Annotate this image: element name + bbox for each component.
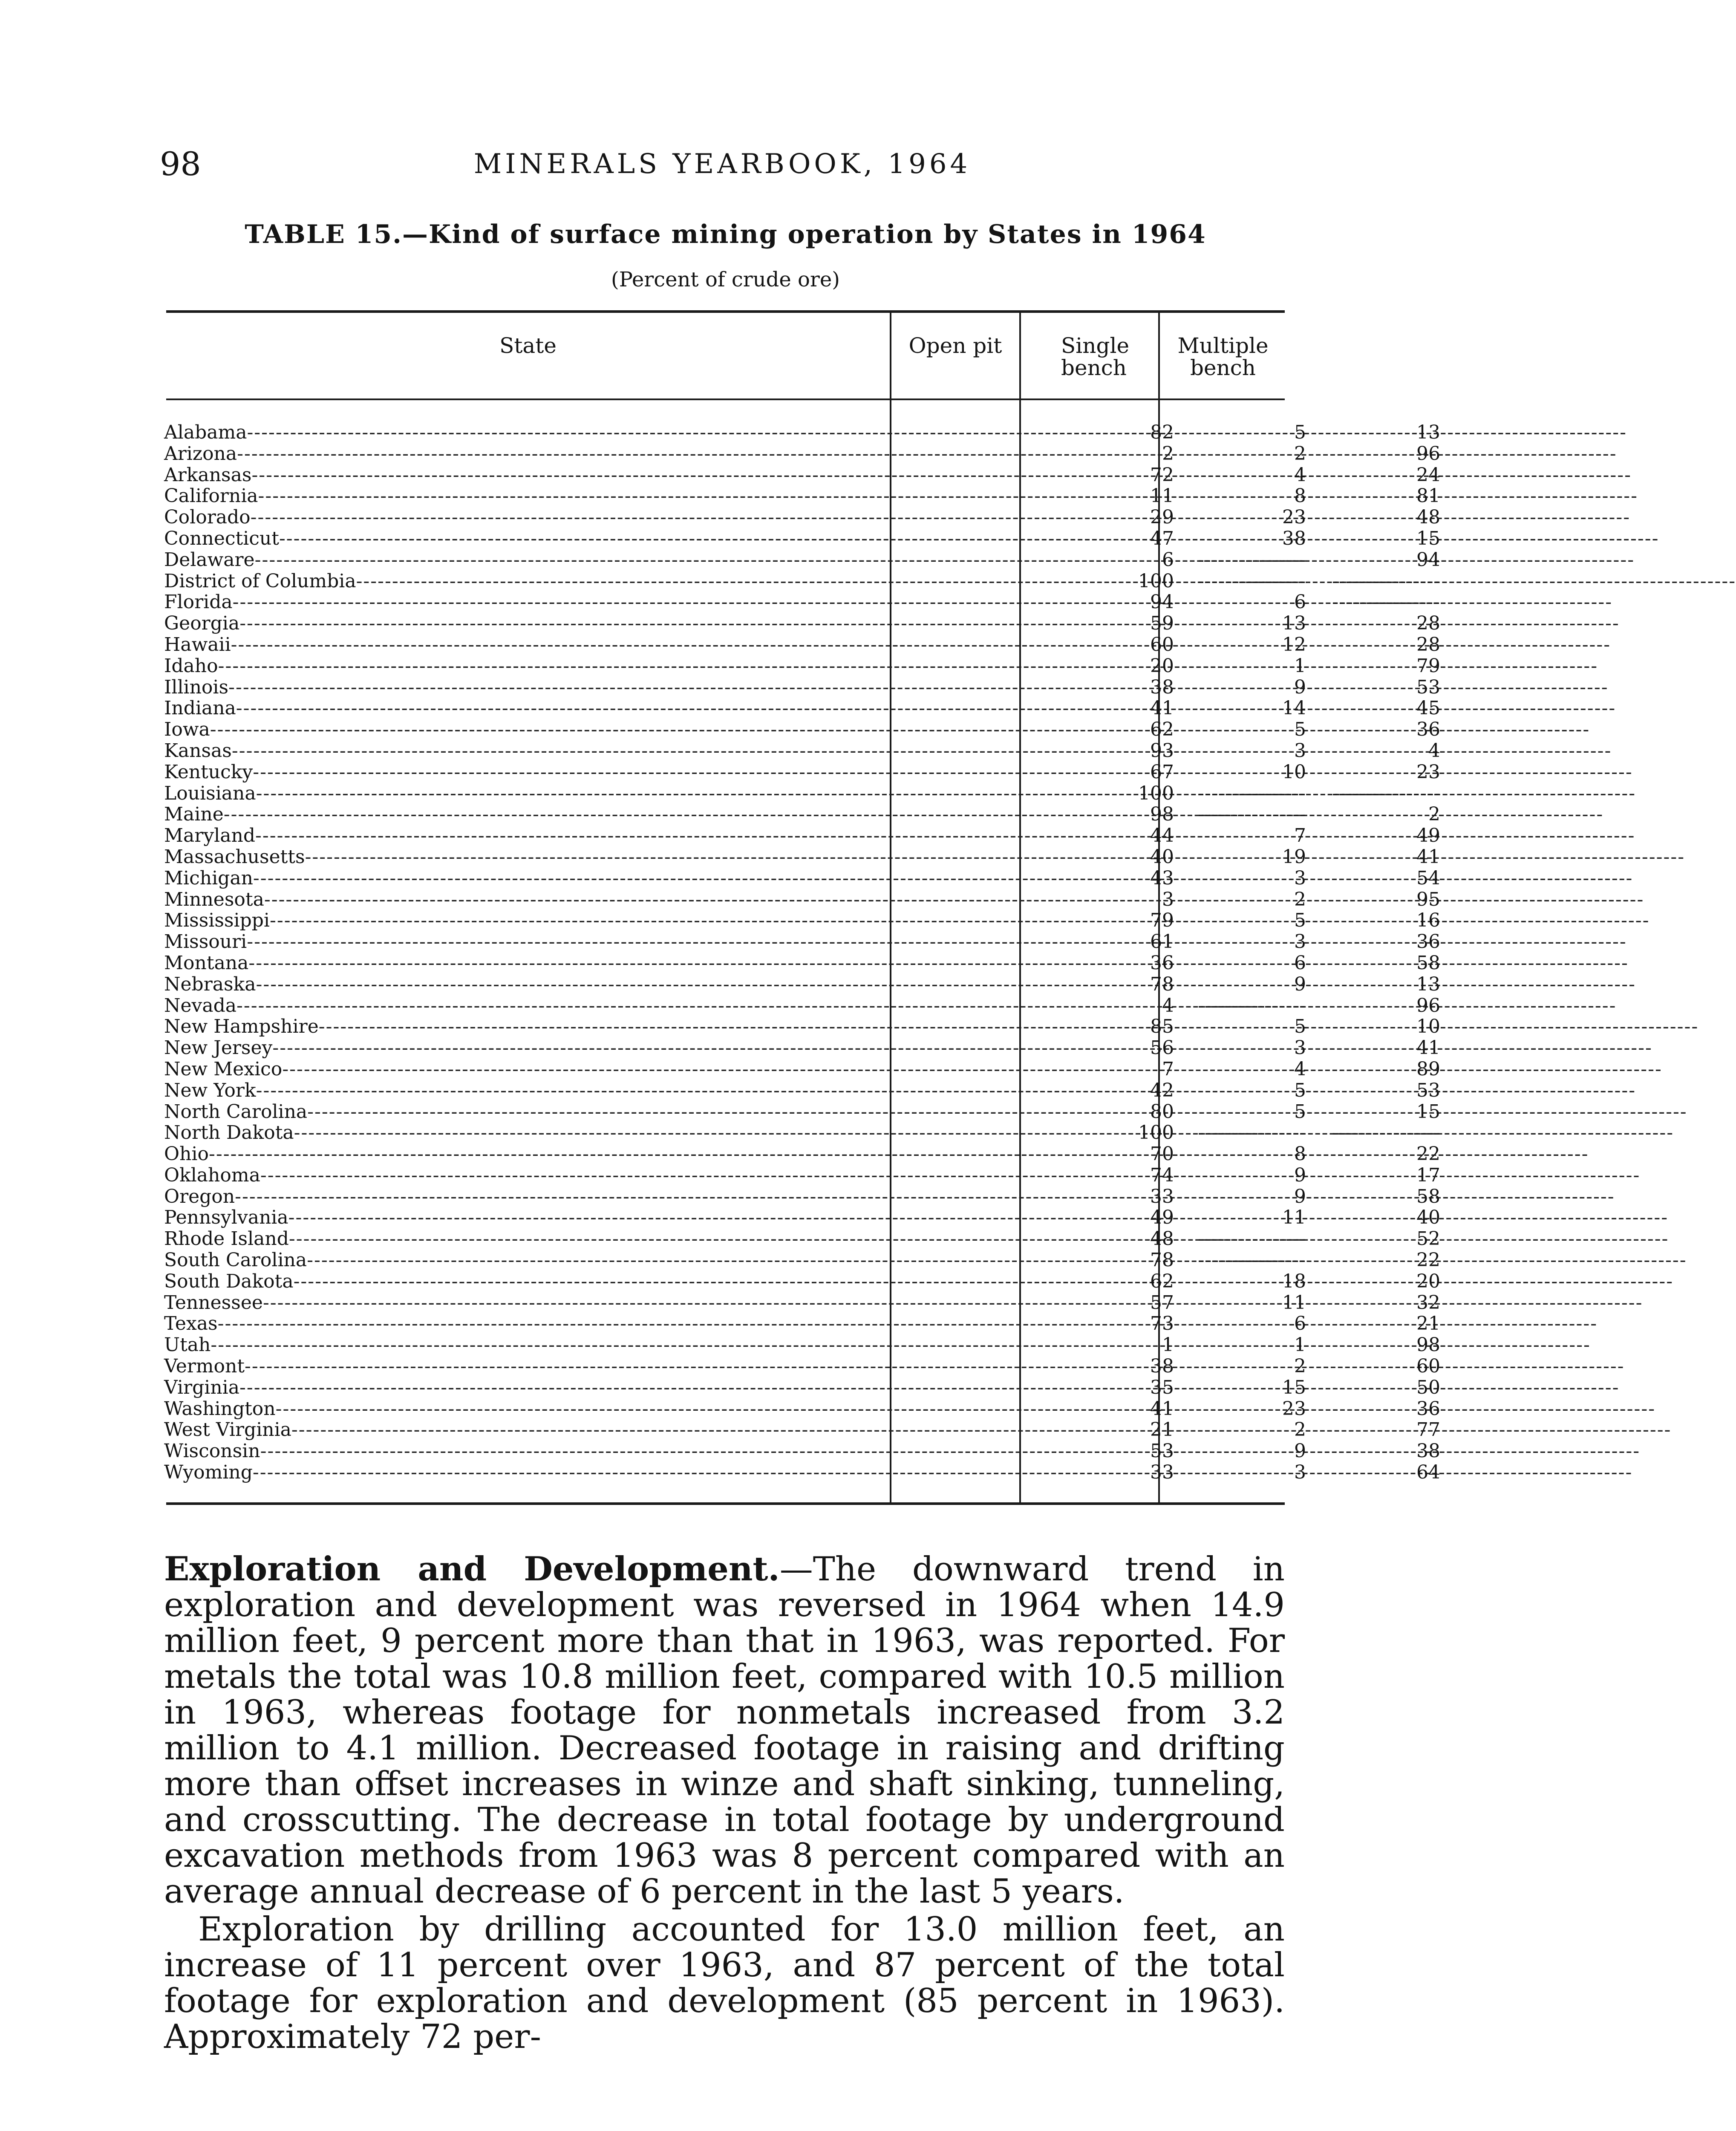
state-cell: Virginia ----- <box>164 1377 880 1398</box>
state-cell: Hawaii ----- <box>164 634 880 655</box>
state-cell: Rhode Island ----- <box>164 1228 880 1250</box>
multiple-bench-cell: 53 <box>1416 1079 1440 1101</box>
table-row <box>164 1376 1440 1398</box>
state-cell: Illinois ----- <box>164 677 880 698</box>
multiple-bench-cell: 41 <box>1416 846 1440 868</box>
single-bench-cell: 5 <box>1294 1016 1306 1038</box>
open-pit-cell: 44 <box>1150 825 1174 847</box>
open-pit-cell: 2 <box>1162 442 1174 465</box>
table-row <box>164 782 1440 804</box>
table-row <box>164 867 1440 889</box>
multiple-bench-cell: 17 <box>1416 1164 1440 1186</box>
multiple-bench-cell: 40 <box>1416 1207 1440 1229</box>
table-row <box>164 1228 1440 1250</box>
open-pit-cell: 73 <box>1150 1313 1174 1335</box>
multiple-bench-cell: 77 <box>1416 1419 1440 1441</box>
multiple-bench-cell: 64 <box>1416 1461 1440 1484</box>
multiple-bench-cell: 28 <box>1416 612 1440 635</box>
open-pit-cell: 82 <box>1150 422 1174 443</box>
table-row <box>164 676 1440 698</box>
multiple-bench-cell: ---------------- <box>1332 1122 1440 1144</box>
state-cell: District of Columbia ----- <box>164 571 880 592</box>
open-pit-cell: 61 <box>1150 931 1174 953</box>
single-bench-cell: 15 <box>1282 1376 1306 1398</box>
state-cell: South Carolina ----- <box>164 1250 880 1271</box>
open-pit-cell: 6 <box>1162 549 1174 571</box>
open-pit-cell: 56 <box>1150 1037 1174 1059</box>
open-pit-cell: 70 <box>1150 1143 1174 1165</box>
single-bench-cell: 1 <box>1294 655 1306 677</box>
multiple-bench-cell: 41 <box>1416 1037 1440 1059</box>
state-cell: Wisconsin ----- <box>164 1441 880 1462</box>
open-pit-cell: 72 <box>1150 464 1174 486</box>
single-bench-cell: 6 <box>1294 952 1306 974</box>
table-row <box>164 612 1440 635</box>
open-pit-cell: 41 <box>1150 1398 1174 1420</box>
paragraph-text: —The downward trend in exploration and development was reversed in 1964 when 14.9 million feet, 9 percent more than that in 1963, was reported. For metals the total was 10.8 million feet, compared with 10.5 million in 1963, whereas footage for nonmetals increased from 3.2 million to 4.1 million. Decreased footage in raising and drifting more than offset increases in winze and shaft sinking, tunneling, and crosscutting. The decrease in total footage by underground excavation methods from 1963 was 8 percent compared with an average annual decrease of 6 percent in the last 5 years. <box>164 1550 1285 1911</box>
state-cell: Michigan ----- <box>164 868 880 889</box>
state-cell: South Dakota ----- <box>164 1271 880 1292</box>
open-pit-cell: 85 <box>1150 1016 1174 1038</box>
table-row <box>164 464 1440 486</box>
table-row <box>164 570 1440 592</box>
multiple-bench-cell: 48 <box>1416 506 1440 528</box>
open-pit-cell: 93 <box>1150 739 1174 762</box>
multiple-bench-cell: 24 <box>1416 464 1440 486</box>
table-row <box>164 719 1440 741</box>
open-pit-cell: 78 <box>1150 1249 1174 1271</box>
multiple-bench-cell: 49 <box>1416 825 1440 847</box>
table-row <box>164 888 1440 910</box>
multiple-bench-cell: 96 <box>1416 994 1440 1016</box>
state-cell: Kansas ----- <box>164 740 880 762</box>
single-bench-cell: 7 <box>1294 825 1306 847</box>
multiple-bench-cell: 36 <box>1416 719 1440 741</box>
single-bench-cell: 3 <box>1294 1037 1306 1059</box>
table-row <box>164 1313 1440 1335</box>
table-row <box>164 1207 1440 1229</box>
single-bench-cell: 5 <box>1294 422 1306 443</box>
table-row <box>164 846 1440 868</box>
multiple-bench-cell: 23 <box>1416 761 1440 783</box>
state-cell: Tennessee ----- <box>164 1292 880 1314</box>
single-bench-cell: 9 <box>1294 973 1306 995</box>
multiple-bench-cell: 13 <box>1416 422 1440 443</box>
single-bench-cell: 2 <box>1294 888 1306 910</box>
table-row <box>164 1440 1440 1462</box>
single-bench-cell: 6 <box>1294 591 1306 613</box>
paragraph-exploration <box>164 1551 1285 1909</box>
table-row <box>164 485 1440 507</box>
single-bench-cell: 5 <box>1294 719 1306 741</box>
multiple-bench-cell: 36 <box>1416 931 1440 953</box>
table-row <box>164 1143 1440 1165</box>
open-pit-cell: 35 <box>1150 1376 1174 1398</box>
state-cell: New York ----- <box>164 1080 880 1101</box>
open-pit-cell: 74 <box>1150 1164 1174 1186</box>
table-row <box>164 761 1440 783</box>
table-row <box>164 1249 1440 1271</box>
multiple-bench-cell: 15 <box>1416 527 1440 549</box>
table-row <box>164 910 1440 932</box>
single-bench-cell: 2 <box>1294 442 1306 465</box>
table-row <box>164 527 1440 549</box>
multiple-bench-cell: 96 <box>1416 442 1440 465</box>
open-pit-cell: 41 <box>1150 697 1174 719</box>
table-row <box>164 633 1440 655</box>
table-row <box>164 591 1440 613</box>
multiple-bench-cell: 20 <box>1416 1270 1440 1292</box>
table-title: TABLE 15.—Kind of surface mining operation by States in 1964 <box>245 219 1206 249</box>
state-cell: Louisiana ----- <box>164 783 880 804</box>
open-pit-cell: 29 <box>1150 506 1174 528</box>
state-cell: New Mexico ----- <box>164 1059 880 1080</box>
single-bench-cell: 38 <box>1282 527 1306 549</box>
open-pit-cell: 33 <box>1150 1461 1174 1484</box>
table-subtitle: (Percent of crude ore) <box>611 268 840 292</box>
open-pit-cell: 20 <box>1150 655 1174 677</box>
paragraph-drilling <box>164 1912 1285 2055</box>
open-pit-cell: 98 <box>1150 803 1174 826</box>
multiple-bench-cell: 60 <box>1416 1355 1440 1377</box>
table-row <box>164 1355 1440 1377</box>
state-cell: Idaho ----- <box>164 655 880 677</box>
state-cell: California ----- <box>164 485 880 507</box>
open-pit-cell: 3 <box>1162 888 1174 910</box>
single-bench-cell: ---------------- <box>1198 994 1306 1016</box>
paragraph-heading: Exploration and Development. <box>164 1550 780 1588</box>
open-pit-cell: 40 <box>1150 846 1174 868</box>
state-cell: Oregon ----- <box>164 1186 880 1207</box>
single-bench-cell: ---------------- <box>1198 1122 1306 1144</box>
table-row <box>164 1016 1440 1038</box>
single-bench-cell: ---------------- <box>1198 782 1306 804</box>
state-cell: Arkansas ----- <box>164 465 880 486</box>
multiple-bench-cell: 50 <box>1416 1376 1440 1398</box>
open-pit-cell: 38 <box>1150 1355 1174 1377</box>
open-pit-cell: 53 <box>1150 1440 1174 1462</box>
paragraph-text: Exploration by drilling accounted for 13.0 million feet, an increase of 11 percent over 1963, and 87 percent of the total footage for exploration and development (85 percent in 1963). Approximately 72 per- <box>164 1910 1285 2056</box>
single-bench-cell: 5 <box>1294 1079 1306 1101</box>
state-cell: Pennsylvania ----- <box>164 1207 880 1228</box>
multiple-bench-cell: 58 <box>1416 1185 1440 1207</box>
single-bench-cell: 4 <box>1294 1058 1306 1080</box>
state-cell: Missouri ----- <box>164 931 880 953</box>
open-pit-cell: 38 <box>1150 676 1174 698</box>
state-cell: Vermont ----- <box>164 1356 880 1377</box>
state-cell: Utah ----- <box>164 1334 880 1356</box>
running-head: MINERALS YEARBOOK, 1964 <box>473 148 971 180</box>
state-cell: Arizona ----- <box>164 443 880 465</box>
single-bench-cell: 6 <box>1294 1313 1306 1335</box>
single-bench-cell: 3 <box>1294 931 1306 953</box>
single-bench-cell: 3 <box>1294 739 1306 762</box>
table-row <box>164 1398 1440 1420</box>
single-bench-cell: 12 <box>1282 633 1306 655</box>
table-row <box>164 549 1440 571</box>
state-cell: Kentucky ----- <box>164 762 880 783</box>
multiple-bench-cell: 98 <box>1416 1334 1440 1356</box>
open-pit-cell: 100 <box>1138 1122 1174 1144</box>
single-bench-cell: 11 <box>1282 1207 1306 1229</box>
multiple-bench-cell: 36 <box>1416 1398 1440 1420</box>
state-cell: Massachusetts ----- <box>164 846 880 868</box>
table-row <box>164 952 1440 974</box>
open-pit-cell: 4 <box>1162 994 1174 1016</box>
state-cell: New Hampshire ----- <box>164 1016 880 1037</box>
multiple-bench-cell: 94 <box>1416 549 1440 571</box>
single-bench-cell: 5 <box>1294 910 1306 932</box>
multiple-bench-cell: 13 <box>1416 973 1440 995</box>
open-pit-cell: 43 <box>1150 867 1174 889</box>
table-row <box>164 1079 1440 1101</box>
single-bench-cell: 8 <box>1294 485 1306 507</box>
table-row <box>164 655 1440 677</box>
open-pit-cell: 42 <box>1150 1079 1174 1101</box>
table-bottom-rule <box>166 1502 1285 1505</box>
state-cell: North Carolina ----- <box>164 1101 880 1123</box>
single-bench-cell: 8 <box>1294 1143 1306 1165</box>
open-pit-cell: 100 <box>1138 570 1174 592</box>
single-bench-cell: 10 <box>1282 761 1306 783</box>
open-pit-cell: 59 <box>1150 612 1174 635</box>
state-cell: Colorado ----- <box>164 507 880 528</box>
single-bench-cell: ---------------- <box>1198 803 1306 826</box>
single-bench-cell: ---------------- <box>1198 549 1306 571</box>
multiple-bench-cell: 32 <box>1416 1291 1440 1314</box>
table-row <box>164 442 1440 465</box>
single-bench-cell: ---------------- <box>1198 570 1306 592</box>
open-pit-cell: 100 <box>1138 782 1174 804</box>
open-pit-cell: 49 <box>1150 1207 1174 1229</box>
open-pit-cell: 60 <box>1150 633 1174 655</box>
state-cell: Delaware ----- <box>164 549 880 571</box>
single-bench-cell: 23 <box>1282 506 1306 528</box>
table-header-rule <box>166 398 1285 400</box>
table-row <box>164 1334 1440 1356</box>
single-bench-cell: 11 <box>1282 1291 1306 1314</box>
multiple-bench-cell: 2 <box>1428 803 1440 826</box>
open-pit-cell: 67 <box>1150 761 1174 783</box>
table-row <box>164 739 1440 762</box>
multiple-bench-cell: 89 <box>1416 1058 1440 1080</box>
open-pit-cell: 80 <box>1150 1100 1174 1123</box>
multiple-bench-cell: 10 <box>1416 1016 1440 1038</box>
single-bench-cell: ---------------- <box>1198 1228 1306 1250</box>
state-cell: Nevada ----- <box>164 995 880 1016</box>
table-row <box>164 1270 1440 1292</box>
table-row <box>164 1122 1440 1144</box>
table-row <box>164 803 1440 826</box>
state-cell: Texas ----- <box>164 1313 880 1334</box>
multiple-bench-cell: 45 <box>1416 697 1440 719</box>
table-row <box>164 1058 1440 1080</box>
open-pit-cell: 7 <box>1162 1058 1174 1080</box>
single-bench-cell: 18 <box>1282 1270 1306 1292</box>
open-pit-cell: 78 <box>1150 973 1174 995</box>
open-pit-cell: 11 <box>1150 485 1174 507</box>
page-header <box>160 145 1285 183</box>
multiple-bench-cell: 21 <box>1416 1313 1440 1335</box>
open-pit-cell: 79 <box>1150 910 1174 932</box>
multiple-bench-cell: 53 <box>1416 676 1440 698</box>
state-cell: Washington ----- <box>164 1398 880 1420</box>
table-row <box>164 1185 1440 1207</box>
single-bench-cell: 1 <box>1294 1334 1306 1356</box>
multiple-bench-cell: ---------------- <box>1332 782 1440 804</box>
table-row <box>164 1164 1440 1186</box>
multiple-bench-cell: ---------------- <box>1332 591 1440 613</box>
table-row <box>164 422 1440 443</box>
table-top-rule <box>166 310 1285 313</box>
state-cell: Minnesota ----- <box>164 889 880 910</box>
table-row <box>164 697 1440 719</box>
state-cell: Maine ----- <box>164 804 880 825</box>
state-cell: Georgia ----- <box>164 613 880 634</box>
single-bench-cell: 2 <box>1294 1419 1306 1441</box>
multiple-bench-cell: 81 <box>1416 485 1440 507</box>
table-body <box>164 422 1440 1484</box>
state-cell: West Virginia ----- <box>164 1419 880 1441</box>
single-bench-cell: ---------------- <box>1198 1249 1306 1271</box>
table-row <box>164 1037 1440 1059</box>
state-cell: Mississippi ----- <box>164 910 880 931</box>
multiple-bench-cell: 16 <box>1416 910 1440 932</box>
column-header-multiple-bench: Multiple bench <box>1177 333 1269 380</box>
single-bench-cell: 13 <box>1282 612 1306 635</box>
single-bench-cell: 2 <box>1294 1355 1306 1377</box>
multiple-bench-cell: 95 <box>1416 888 1440 910</box>
single-bench-cell: 9 <box>1294 1185 1306 1207</box>
table-row <box>164 1461 1440 1484</box>
single-bench-cell: 9 <box>1294 676 1306 698</box>
multiple-bench-cell: ---------------- <box>1332 570 1440 592</box>
state-cell: Maryland ----- <box>164 825 880 846</box>
table-row <box>164 994 1440 1016</box>
state-cell: Indiana ----- <box>164 698 880 719</box>
single-bench-cell: 23 <box>1282 1398 1306 1420</box>
state-cell: Montana ----- <box>164 953 880 974</box>
table-row <box>164 506 1440 528</box>
state-cell: Florida ----- <box>164 592 880 613</box>
multiple-bench-cell: 79 <box>1416 655 1440 677</box>
single-bench-cell: 19 <box>1282 846 1306 868</box>
table-row <box>164 1419 1440 1441</box>
state-cell: Ohio ----- <box>164 1143 880 1165</box>
column-header-single-bench: Single bench <box>1061 333 1130 380</box>
multiple-bench-cell: 58 <box>1416 952 1440 974</box>
column-header-state: State <box>499 333 557 358</box>
multiple-bench-cell: 52 <box>1416 1228 1440 1250</box>
open-pit-cell: 36 <box>1150 952 1174 974</box>
table-row <box>164 1100 1440 1123</box>
single-bench-cell: 3 <box>1294 1461 1306 1484</box>
multiple-bench-cell: 38 <box>1416 1440 1440 1462</box>
multiple-bench-cell: 54 <box>1416 867 1440 889</box>
open-pit-cell: 62 <box>1150 1270 1174 1292</box>
multiple-bench-cell: 4 <box>1428 739 1440 762</box>
state-cell: New Jersey ----- <box>164 1037 880 1059</box>
state-cell: Alabama ----- <box>164 422 880 443</box>
multiple-bench-cell: 28 <box>1416 633 1440 655</box>
open-pit-cell: 48 <box>1150 1228 1174 1250</box>
column-header-open-pit: Open pit <box>908 333 1002 358</box>
open-pit-cell: 33 <box>1150 1185 1174 1207</box>
page-number: 98 <box>160 145 201 183</box>
state-cell: North Dakota ----- <box>164 1122 880 1143</box>
single-bench-cell: 14 <box>1282 697 1306 719</box>
state-cell: Nebraska ----- <box>164 974 880 995</box>
state-cell: Connecticut ----- <box>164 528 880 549</box>
table-row <box>164 825 1440 847</box>
state-cell: Iowa ----- <box>164 719 880 740</box>
open-pit-cell: 47 <box>1150 527 1174 549</box>
single-bench-cell: 4 <box>1294 464 1306 486</box>
open-pit-cell: 62 <box>1150 719 1174 741</box>
single-bench-cell: 3 <box>1294 867 1306 889</box>
multiple-bench-cell: 15 <box>1416 1100 1440 1123</box>
table-row <box>164 973 1440 995</box>
open-pit-cell: 57 <box>1150 1291 1174 1314</box>
open-pit-cell: 94 <box>1150 591 1174 613</box>
open-pit-cell: 21 <box>1150 1419 1174 1441</box>
multiple-bench-cell: 22 <box>1416 1143 1440 1165</box>
single-bench-cell: 9 <box>1294 1440 1306 1462</box>
multiple-bench-cell: 22 <box>1416 1249 1440 1271</box>
state-cell: Wyoming ----- <box>164 1462 880 1483</box>
open-pit-cell: 1 <box>1162 1334 1174 1356</box>
single-bench-cell: 5 <box>1294 1100 1306 1123</box>
state-cell: Oklahoma ----- <box>164 1165 880 1186</box>
table-row <box>164 931 1440 953</box>
single-bench-cell: 9 <box>1294 1164 1306 1186</box>
table-row <box>164 1291 1440 1314</box>
